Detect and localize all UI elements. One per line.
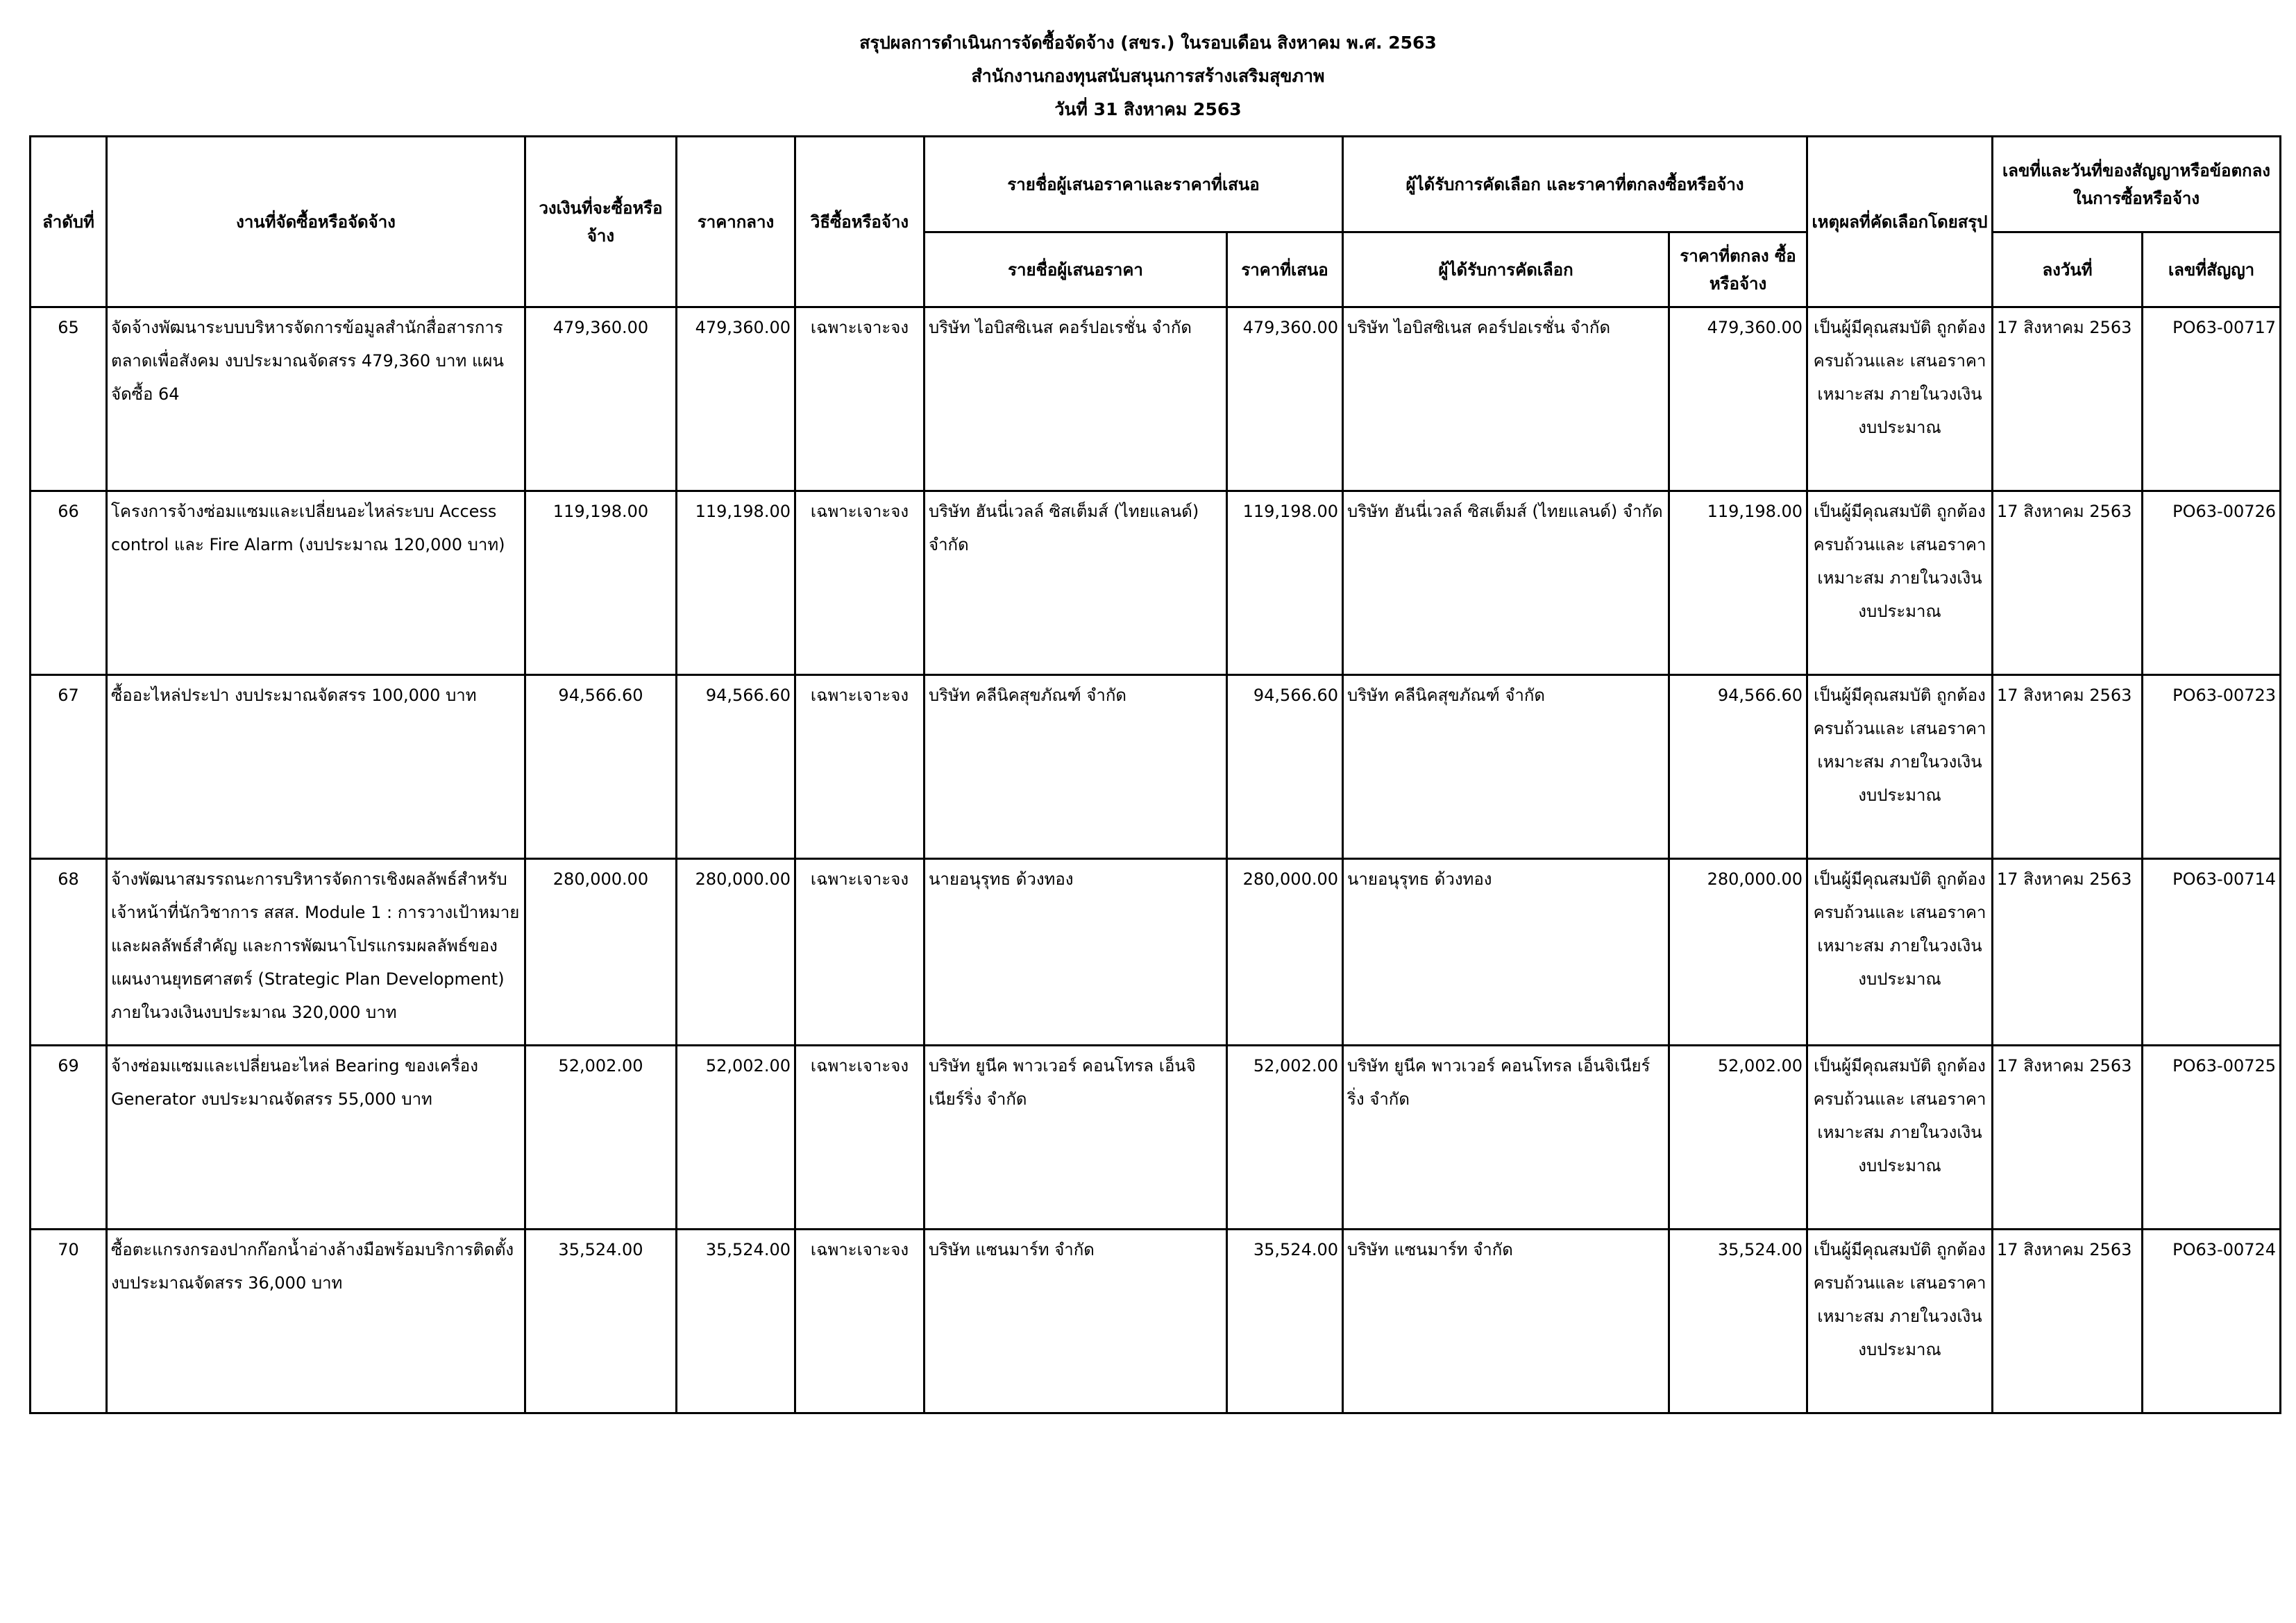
row-work: ซื้ออะไหล่ประปา งบประมาณจัดสรร 100,000 บาท [107,675,525,859]
row-bid-price: 280,000.00 [1227,859,1343,1046]
row-reason: เป็นผู้มีคุณสมบัติ ถูกต้องครบถ้วนและ เสนอราคาเหมาะสม ภายในวงเงินงบประมาณ [1807,859,1993,1046]
row-contract-no: PO63-00725 [2143,1046,2281,1230]
row-winner: บริษัท แซนมาร์ท จำกัด [1343,1230,1669,1413]
report-date: วันที่ 31 สิงหาคม 2563 [1054,99,1242,119]
row-budget: 119,198.00 [525,491,677,675]
row-bidder: บริษัท คลีนิคสุขภัณฑ์ จำกัด [925,675,1227,859]
row-agreed-price: 119,198.00 [1669,491,1807,675]
row-budget: 94,566.60 [525,675,677,859]
row-winner: บริษัท ไอบิสซิเนส คอร์ปอเรชั่น จำกัด [1343,307,1669,491]
row-contract-no: PO63-00714 [2143,859,2281,1046]
row-reason: เป็นผู้มีคุณสมบัติ ถูกต้องครบถ้วนและ เสนอราคาเหมาะสม ภายในวงเงินงบประมาณ [1807,675,1993,859]
header-bid-price: ราคาที่เสนอ [1227,232,1343,307]
row-contract-date: 17 สิงหาคม 2563 [1993,859,2143,1046]
table-row [31,675,2281,859]
row-median-price: 280,000.00 [677,859,795,1046]
row-budget: 35,524.00 [525,1230,677,1413]
row-work: จ้างซ่อมแซมและเปลี่ยนอะไหล่ Bearing ของเครื่อง Generator งบประมาณจัดสรร 55,000 บาท [107,1046,525,1230]
row-no: 67 [31,675,107,859]
row-median-price: 94,566.60 [677,675,795,859]
row-agreed-price: 94,566.60 [1669,675,1807,859]
row-contract-date: 17 สิงหาคม 2563 [1993,1046,2143,1230]
row-no: 70 [31,1230,107,1413]
row-budget: 479,360.00 [525,307,677,491]
row-method: เฉพาะเจาะจง [795,859,925,1046]
row-winner: บริษัท ยูนีค พาวเวอร์ คอนโทรล เอ็นจิเนียร์ริ่ง จำกัด [1343,1046,1669,1230]
row-contract-no: PO63-00724 [2143,1230,2281,1413]
row-reason: เป็นผู้มีคุณสมบัติ ถูกต้องครบถ้วนและ เสนอราคาเหมาะสม ภายในวงเงินงบประมาณ [1807,491,1993,675]
row-method: เฉพาะเจาะจง [795,491,925,675]
row-method: เฉพาะเจาะจง [795,1046,925,1230]
row-contract-date: 17 สิงหาคม 2563 [1993,491,2143,675]
row-median-price: 479,360.00 [677,307,795,491]
row-no: 65 [31,307,107,491]
row-contract-date: 17 สิงหาคม 2563 [1993,307,2143,491]
row-median-price: 35,524.00 [677,1230,795,1413]
header-contract-date: ลงวันที่ [1993,232,2143,307]
row-contract-date: 17 สิงหาคม 2563 [1993,675,2143,859]
header-no: ลำดับที่ [31,137,107,307]
row-work: โครงการจ้างซ่อมแซมและเปลี่ยนอะไหล่ระบบ Access control และ Fire Alarm (งบประมาณ 120,000 บาท) [107,491,525,675]
row-work: ซื้อตะแกรงกรองปากก๊อกน้ำอ่างล้างมือพร้อมบริการติดตั้ง งบประมาณจัดสรร 36,000 บาท [107,1230,525,1413]
row-budget: 280,000.00 [525,859,677,1046]
row-contract-no: PO63-00717 [2143,307,2281,491]
row-method: เฉพาะเจาะจง [795,675,925,859]
row-work: จ้างพัฒนาสมรรถนะการบริหารจัดการเชิงผลลัพธ์สำหรับเจ้าหน้าที่นักวิชาการ สสส. Module 1 : การวางเป้าหมายและผลลัพธ์สำคัญ และการพัฒนาโปรแกรมผลลัพธ์ของแผนงานยุทธศาสตร์ (Strategic Plan Development) ภายในวงเงินงบประมาณ 320,000 บาท [107,859,525,1046]
row-no: 66 [31,491,107,675]
row-work: จัดจ้างพัฒนาระบบบริหารจัดการข้อมูลสำนักสื่อสารการตลาดเพื่อสังคม งบประมาณจัดสรร 479,360 บาท แผนจัดซื้อ 64 [107,307,525,491]
row-agreed-price: 479,360.00 [1669,307,1807,491]
row-median-price: 52,002.00 [677,1046,795,1230]
row-median-price: 119,198.00 [677,491,795,675]
header-bidders-group: รายชื่อผู้เสนอราคาและราคาที่เสนอ [925,137,1343,232]
table-row [31,1230,2281,1413]
table-row [31,859,2281,1046]
row-reason: เป็นผู้มีคุณสมบัติ ถูกต้องครบถ้วนและ เสนอราคาเหมาะสม ภายในวงเงินงบประมาณ [1807,307,1993,491]
document-header [0,26,2296,126]
row-bidder: บริษัท แซนมาร์ท จำกัด [925,1230,1227,1413]
row-bid-price: 119,198.00 [1227,491,1343,675]
row-bidder: บริษัท ไอบิสซิเนส คอร์ปอเรชั่น จำกัด [925,307,1227,491]
row-bid-price: 94,566.60 [1227,675,1343,859]
report-title: สรุปผลการดำเนินการจัดซื้อจัดจ้าง (สขร.) ในรอบเดือน สิงหาคม พ.ศ. 2563 [859,33,1437,53]
row-agreed-price: 280,000.00 [1669,859,1807,1046]
row-reason: เป็นผู้มีคุณสมบัติ ถูกต้องครบถ้วนและ เสนอราคาเหมาะสม ภายในวงเงินงบประมาณ [1807,1046,1993,1230]
organization-name: สำนักงานกองทุนสนับสนุนการสร้างเสริมสุขภาพ [971,66,1325,86]
row-no: 69 [31,1046,107,1230]
row-contract-no: PO63-00726 [2143,491,2281,675]
row-bid-price: 479,360.00 [1227,307,1343,491]
row-bid-price: 35,524.00 [1227,1230,1343,1413]
header-budget: วงเงินที่จะซื้อหรือจ้าง [525,137,677,307]
header-contract-no: เลขที่สัญญา [2143,232,2281,307]
row-budget: 52,002.00 [525,1046,677,1230]
row-method: เฉพาะเจาะจง [795,307,925,491]
row-contract-date: 17 สิงหาคม 2563 [1993,1230,2143,1413]
row-method: เฉพาะเจาะจง [795,1230,925,1413]
row-contract-no: PO63-00723 [2143,675,2281,859]
table-row [31,1046,2281,1230]
header-method: วิธีซื้อหรือจ้าง [795,137,925,307]
header-bidder-name: รายชื่อผู้เสนอราคา [925,232,1227,307]
row-agreed-price: 52,002.00 [1669,1046,1807,1230]
table-row [31,491,2281,675]
table-row [31,307,2281,491]
header-median-price: ราคากลาง [677,137,795,307]
row-bidder: บริษัท ยูนีค พาวเวอร์ คอนโทรล เอ็นจิเนียร์ริ่ง จำกัด [925,1046,1227,1230]
procurement-table [29,135,2281,1414]
row-bidder: บริษัท ฮันนี่เวลล์ ซิสเต็มส์ (ไทยแลนด์) จำกัด [925,491,1227,675]
row-winner: บริษัท คลีนิคสุขภัณฑ์ จำกัด [1343,675,1669,859]
header-reason: เหตุผลที่คัดเลือกโดยสรุป [1807,137,1993,307]
header-contract-group: เลขที่และวันที่ของสัญญาหรือข้อตกลงในการซื้อหรือจ้าง [1993,137,2281,232]
row-winner: บริษัท ฮันนี่เวลล์ ซิสเต็มส์ (ไทยแลนด์) จำกัด [1343,491,1669,675]
row-reason: เป็นผู้มีคุณสมบัติ ถูกต้องครบถ้วนและ เสนอราคาเหมาะสม ภายในวงเงินงบประมาณ [1807,1230,1993,1413]
header-agreed-price: ราคาที่ตกลง ซื้อหรือจ้าง [1669,232,1807,307]
row-no: 68 [31,859,107,1046]
header-winner-group: ผู้ได้รับการคัดเลือก และราคาที่ตกลงซื้อหรือจ้าง [1343,137,1807,232]
header-work: งานที่จัดซื้อหรือจัดจ้าง [107,137,525,307]
header-winner-name: ผู้ได้รับการคัดเลือก [1343,232,1669,307]
row-agreed-price: 35,524.00 [1669,1230,1807,1413]
row-bidder: นายอนุรุทธ ด้วงทอง [925,859,1227,1046]
row-bid-price: 52,002.00 [1227,1046,1343,1230]
row-winner: นายอนุรุทธ ด้วงทอง [1343,859,1669,1046]
